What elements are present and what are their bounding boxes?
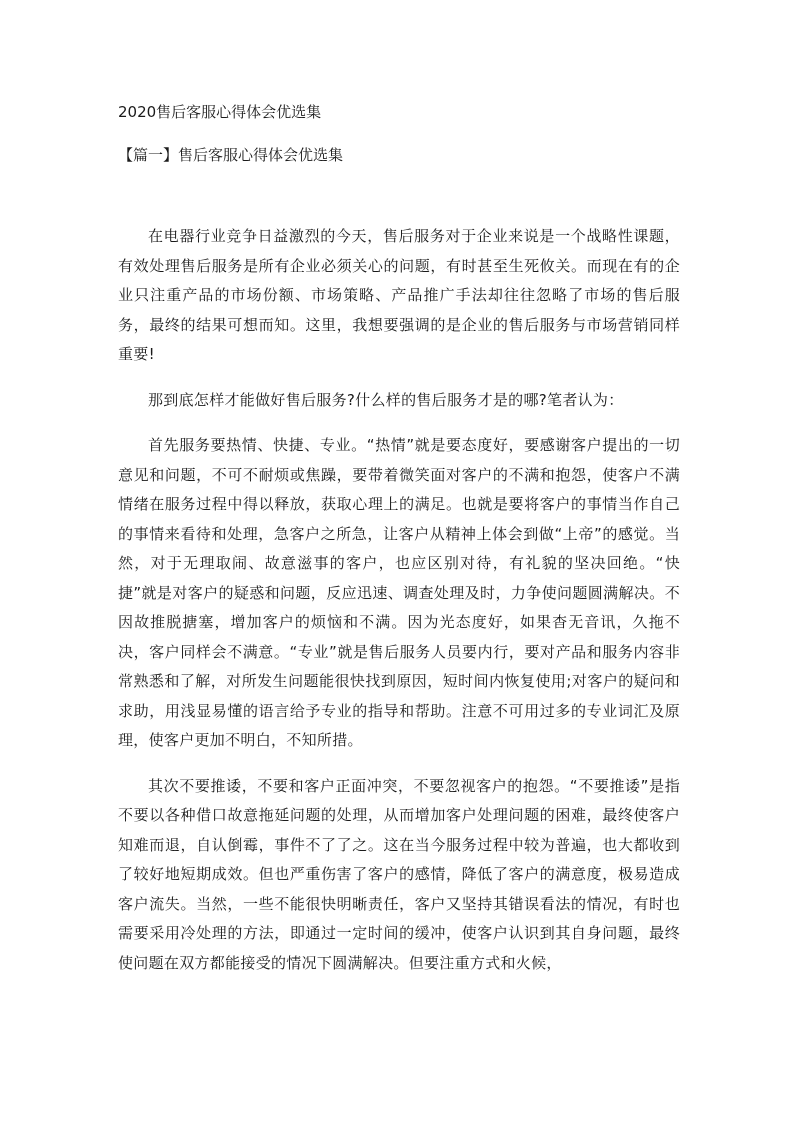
paragraph-2: 那到底怎样才能做好售后服务?什么样的售后服务才是的哪?笔者认为： (148, 390, 624, 409)
section-heading: 【篇一】售后客服心得体会优选集 (118, 146, 344, 164)
paragraph-1: 在电器行业竞争日益激烈的今天，售后服务对于企业来说是一个战略性课题，有效处理售后服务是所有企业必须关心的问题，有时甚至生死攸关。而现在有的企业只注重产品的市场份额、市场策略、产品推广手法却往往忽略了市场的售后服务，最终的结果可想而知。这里，我想要强调的是企业的售后服务与市场营销同样重要! (118, 227, 680, 363)
document-title: 2020售后客服心得体会优选集 (118, 103, 322, 121)
body-text (118, 222, 680, 994)
paragraph-4: 其次不要推诿，不要和客户正面冲突，不要忽视客户的抱怨。“不要推诿”是指不要以各种借口故意拖延问题的处理，从而增加客户处理问题的困难，最终使客户知难而退，自认倒霉，事件不了了之。这在当今服务过程中较为普遍，也大都收到了较好地短期成效。但也严重伤害了客户的感情，降低了客户的满意度，极易造成客户流失。当然，一些不能很快明晰责任，客户又坚持其错误看法的情况，有时也需要采用冷处理的方法，即通过一定时间的缓冲，使客户认识到其自身问题，最终使问题在双方都能接受的情况下圆满解决。但要注重方式和火候， (118, 776, 680, 972)
paragraph-3: 首先服务要热情、快捷、专业。“热情”就是要态度好，要感谢客户提出的一切意见和问题，不可不耐烦或焦躁，要带着微笑面对客户的不满和抱怨，使客户不满情绪在服务过程中得以释放，获取心理上的满足。也就是要将客户的事情当作自己的事情来看待和处理，急客户之所急，让客户从精神上体会到做“上帝”的感觉。当然，对于无理取闹、故意滋事的客户，也应区别对待，有礼貌的坚决回绝。“快捷”就是对客户的疑惑和问题，反应迅速、调查处理及时，力争使问题圆满解决。不因故推脱搪塞，增加客户的烦恼和不满。因为光态度好，如果杳无音讯，久拖不决，客户同样会不满意。“专业”就是售后服务人员要内行，要对产品和服务内容非常熟悉和了解，对所发生问题能很快找到原因，短时间内恢复使用;对客户的疑问和求助，用浅显易懂的语言给予专业的指导和帮助。注意不可用过多的专业词汇及原理，使客户更加不明白，不知所措。 (118, 436, 680, 749)
